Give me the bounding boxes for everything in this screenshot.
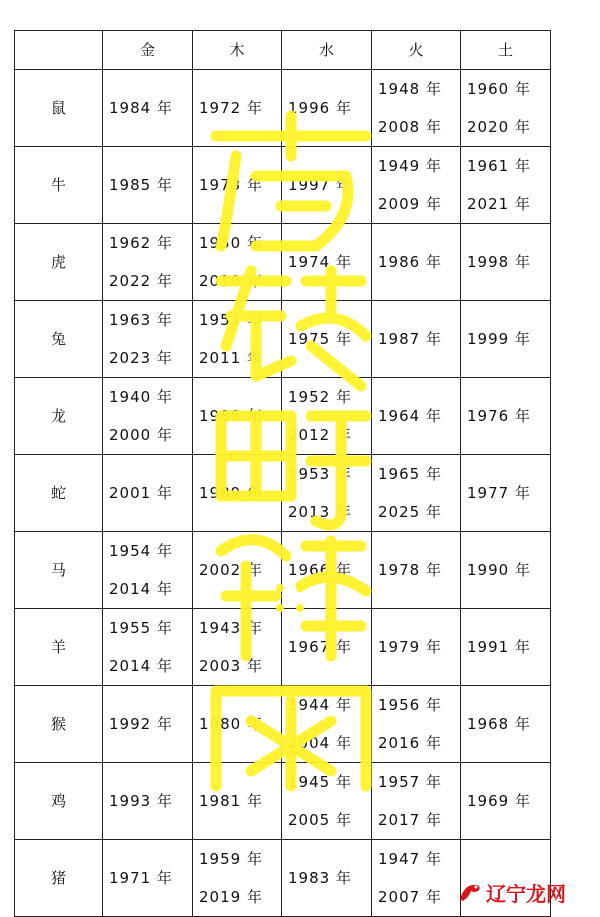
header-cell-metal: 金: [103, 31, 193, 70]
year-value: 1959 年: [199, 850, 263, 868]
table-row: [15, 147, 551, 224]
zodiac-animal-cell: 牛: [15, 147, 103, 224]
year-cell-metal: [103, 532, 193, 609]
year-cell-wood: [193, 763, 282, 840]
year-value: 1952 年: [288, 388, 352, 406]
year-cell-wood: [193, 147, 282, 224]
year-cell-fire: [372, 378, 461, 455]
table-row: [15, 378, 551, 455]
year-value: 2013 年: [288, 503, 352, 521]
year-value: 1975 年: [288, 330, 352, 348]
year-value: 2014 年: [109, 657, 173, 675]
year-cell-metal: [103, 840, 193, 917]
year-cell-earth: [461, 301, 551, 378]
year-cell-metal: [103, 70, 193, 147]
year-cell-water: [282, 609, 372, 686]
year-value: 2004 年: [288, 734, 352, 752]
year-value: 2011 年: [199, 349, 263, 367]
year-value: 2005 年: [288, 811, 352, 829]
year-cell-metal: [103, 686, 193, 763]
year-value: 1999 年: [467, 330, 531, 348]
year-value: 2008 年: [378, 118, 442, 136]
dragon-icon: [457, 879, 483, 905]
header-cell-water: 水: [282, 31, 372, 70]
year-cell-earth: [461, 532, 551, 609]
year-cell-wood: [193, 840, 282, 917]
year-value: 1977 年: [467, 484, 531, 502]
year-value: 2002 年: [199, 561, 263, 579]
year-value: 1940 年: [109, 388, 173, 406]
year-value: 1971 年: [109, 869, 173, 887]
year-cell-water: [282, 840, 372, 917]
year-value: 1968 年: [467, 715, 531, 733]
year-value: 2017 年: [378, 811, 442, 829]
year-cell-wood: [193, 686, 282, 763]
year-value: 1980 年: [199, 715, 263, 733]
year-value: 1945 年: [288, 773, 352, 791]
zodiac-animal-cell: 龙: [15, 378, 103, 455]
year-cell-fire: [372, 70, 461, 147]
year-value: 2016 年: [378, 734, 442, 752]
zodiac-animal-cell: 虎: [15, 224, 103, 301]
year-value: 1964 年: [378, 407, 442, 425]
year-cell-earth: [461, 378, 551, 455]
header-cell-corner: [15, 31, 103, 70]
year-value: 2020 年: [467, 118, 531, 136]
year-cell-water: [282, 70, 372, 147]
site-logo: [457, 878, 566, 906]
year-value: 1969 年: [467, 792, 531, 810]
year-value: 2021 年: [467, 195, 531, 213]
year-value: 1944 年: [288, 696, 352, 714]
year-cell-water: [282, 455, 372, 532]
year-value: 1951 年: [199, 311, 263, 329]
year-cell-wood: [193, 378, 282, 455]
year-value: 1948 年: [378, 80, 442, 98]
year-value: 1991 年: [467, 638, 531, 656]
year-value: 1987 年: [378, 330, 442, 348]
year-cell-earth: [461, 70, 551, 147]
year-value: 2022 年: [109, 272, 173, 290]
zodiac-animal-cell: 猪: [15, 840, 103, 917]
year-cell-earth: [461, 609, 551, 686]
zodiac-table-container: [14, 30, 550, 917]
table-row: [15, 532, 551, 609]
year-value: 2003 年: [199, 657, 263, 675]
year-value: 1947 年: [378, 850, 442, 868]
year-value: 1955 年: [109, 619, 173, 637]
year-value: 1949 年: [378, 157, 442, 175]
table-row: [15, 686, 551, 763]
year-value: 1943 年: [199, 619, 263, 637]
year-value: 2014 年: [109, 580, 173, 598]
year-value: 1998 年: [467, 253, 531, 271]
header-row: [15, 31, 551, 70]
year-cell-metal: [103, 455, 193, 532]
year-value: 1957 年: [378, 773, 442, 791]
year-value: 1981 年: [199, 792, 263, 810]
year-value: 1983 年: [288, 869, 352, 887]
year-cell-metal: [103, 609, 193, 686]
year-value: 1989 年: [199, 484, 263, 502]
year-cell-fire: [372, 224, 461, 301]
header-cell-earth: 土: [461, 31, 551, 70]
year-cell-water: [282, 378, 372, 455]
year-value: 1974 年: [288, 253, 352, 271]
year-cell-water: [282, 686, 372, 763]
year-value: 2023 年: [109, 349, 173, 367]
year-cell-wood: [193, 455, 282, 532]
year-value: 2009 年: [378, 195, 442, 213]
year-value: 2010 年: [199, 272, 263, 290]
logo-text: 辽宁龙网: [486, 881, 566, 906]
year-cell-earth: [461, 147, 551, 224]
year-cell-earth: [461, 686, 551, 763]
year-cell-water: [282, 301, 372, 378]
year-value: 1954 年: [109, 542, 173, 560]
year-cell-fire: [372, 763, 461, 840]
year-value: 1965 年: [378, 465, 442, 483]
year-value: 1979 年: [378, 638, 442, 656]
year-value: 1978 年: [378, 561, 442, 579]
table-body: [15, 70, 551, 917]
table-row: [15, 609, 551, 686]
year-value: 1993 年: [109, 792, 173, 810]
zodiac-animal-cell: 蛇: [15, 455, 103, 532]
year-value: 1990 年: [467, 561, 531, 579]
zodiac-animal-cell: 猴: [15, 686, 103, 763]
year-cell-fire: [372, 840, 461, 917]
year-cell-metal: [103, 763, 193, 840]
year-value: 1962 年: [109, 234, 173, 252]
year-value: 1972 年: [199, 99, 263, 117]
year-cell-earth: [461, 455, 551, 532]
year-value: 1984 年: [109, 99, 173, 117]
year-cell-fire: [372, 532, 461, 609]
year-cell-earth: [461, 763, 551, 840]
year-cell-wood: [193, 532, 282, 609]
year-value: 1996 年: [288, 99, 352, 117]
year-cell-water: [282, 763, 372, 840]
year-value: 2025 年: [378, 503, 442, 521]
zodiac-animal-cell: 羊: [15, 609, 103, 686]
year-cell-wood: [193, 224, 282, 301]
year-cell-wood: [193, 609, 282, 686]
year-cell-metal: [103, 301, 193, 378]
year-cell-water: [282, 224, 372, 301]
year-cell-metal: [103, 147, 193, 224]
year-value: 1966 年: [288, 561, 352, 579]
header-cell-wood: 木: [193, 31, 282, 70]
year-value: 1973 年: [199, 176, 263, 194]
year-value: 2001 年: [109, 484, 173, 502]
year-cell-fire: [372, 686, 461, 763]
year-cell-fire: [372, 301, 461, 378]
year-value: 1961 年: [467, 157, 531, 175]
year-value: 1985 年: [109, 176, 173, 194]
year-value: 1986 年: [378, 253, 442, 271]
year-value: 1956 年: [378, 696, 442, 714]
zodiac-animal-cell: 马: [15, 532, 103, 609]
year-cell-wood: [193, 70, 282, 147]
year-cell-fire: [372, 455, 461, 532]
year-value: 1967 年: [288, 638, 352, 656]
table-row: [15, 301, 551, 378]
year-cell-earth: [461, 224, 551, 301]
header-cell-fire: 火: [372, 31, 461, 70]
year-cell-water: [282, 147, 372, 224]
year-value: 1997 年: [288, 176, 352, 194]
year-value: 1992 年: [109, 715, 173, 733]
year-value: 2019 年: [199, 888, 263, 906]
zodiac-animal-cell: 鼠: [15, 70, 103, 147]
year-cell-water: [282, 532, 372, 609]
year-cell-metal: [103, 224, 193, 301]
year-value: 1988 年: [199, 407, 263, 425]
zodiac-element-table: [14, 30, 551, 917]
year-value: 2007 年: [378, 888, 442, 906]
year-value: 1960 年: [467, 80, 531, 98]
year-value: 1950 年: [199, 234, 263, 252]
year-cell-wood: [193, 301, 282, 378]
table-row: [15, 763, 551, 840]
year-cell-fire: [372, 147, 461, 224]
zodiac-animal-cell: 鸡: [15, 763, 103, 840]
table-row: [15, 455, 551, 532]
table-row: [15, 70, 551, 147]
year-cell-fire: [372, 609, 461, 686]
year-value: 1953 年: [288, 465, 352, 483]
year-value: 2000 年: [109, 426, 173, 444]
year-value: 1976 年: [467, 407, 531, 425]
zodiac-animal-cell: 兔: [15, 301, 103, 378]
year-value: 2012 年: [288, 426, 352, 444]
year-cell-metal: [103, 378, 193, 455]
table-row: [15, 224, 551, 301]
year-value: 1963 年: [109, 311, 173, 329]
